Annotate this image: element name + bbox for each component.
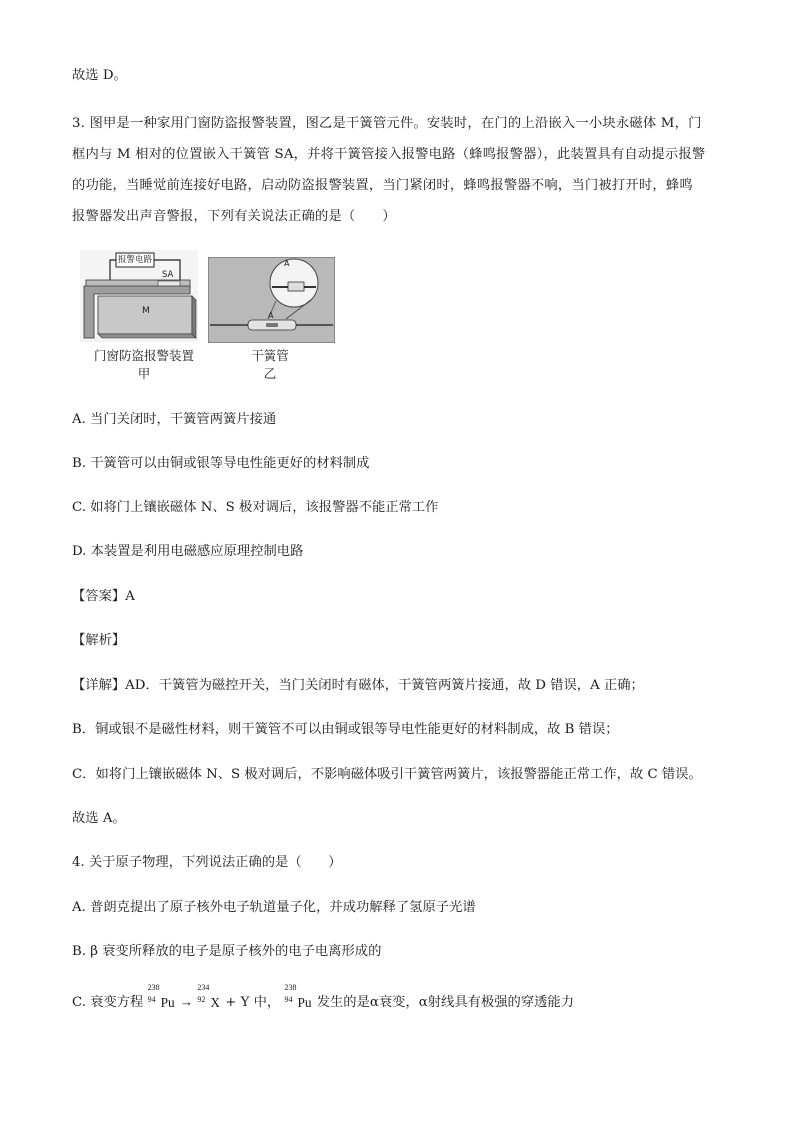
- detail-line-c: C．如将门上镶嵌磁体 N、S 极对调后，不影响磁体吸引干簧管两簧片，该报警器能正常工作，故 C 错误。: [72, 767, 702, 782]
- nuclide-charge-number: 92: [197, 994, 206, 1004]
- reaction-arrow: →: [179, 994, 194, 1009]
- question-3-stem-line: 报警器发出声音警报，下列有关说法正确的是（ ）: [72, 209, 396, 224]
- tube-label-a: A: [268, 311, 274, 320]
- alarm-circuit-label: 报警电路: [117, 255, 152, 265]
- reed-switch-figure: [208, 257, 335, 343]
- option-c-prefix: C. 衰变方程: [72, 995, 144, 1010]
- zoom-label-a: A: [284, 259, 290, 268]
- question-3-option-a: A. 当门关闭时，干簧管两簧片接通: [72, 412, 277, 427]
- option-c-suffix: 发生的是α衰变，α射线具有极强的穿透能力: [316, 995, 575, 1010]
- detail-line-b: B．铜或银不是磁性材料，则干簧管不可以由铜或银等导电性能更好的材料制成，故 B 错误；: [72, 722, 619, 737]
- figure-jia-title: 门窗防盗报警装置: [93, 348, 194, 363]
- previous-conclusion: 故选 D。: [72, 68, 127, 83]
- analysis-tag: 【解析】: [72, 633, 126, 648]
- question-4-option-c: [72, 982, 575, 1013]
- question-3-option-b: B. 干簧管可以由铜或银等导电性能更好的材料制成: [72, 456, 370, 471]
- question-3-stem-line: 3. 图甲是一种家用门窗防盗报警装置，图乙是干簧管元件。安装时，在门的上沿嵌入一小块永磁体 M，门: [72, 116, 702, 131]
- answer-line: [72, 587, 135, 607]
- nuclide-charge-number: 94: [147, 994, 156, 1004]
- magnet-m-label: M: [142, 306, 150, 316]
- nuclide-symbol: Pu: [160, 994, 175, 1010]
- question-4-option-b: B. β 衰变所释放的电子是原子核外的电子电离形成的: [72, 944, 382, 959]
- nuclide-charge-number: 94: [284, 994, 293, 1004]
- nuclide-symbol: Pu: [297, 994, 312, 1010]
- figure-jia-letter: 甲: [137, 366, 151, 381]
- answer-tag: 【答案】: [72, 589, 126, 604]
- nuclide-symbol: X: [210, 994, 220, 1010]
- question-3-stem: [72, 108, 724, 232]
- nuclide-pu-238-again: [284, 982, 312, 1013]
- question-3-option-c: C. 如将门上镶嵌磁体 N、S 极对调后，该报警器不能正常工作: [72, 500, 439, 515]
- nuclide-pu-238: [147, 982, 175, 1013]
- question-3-stem-line: 框内与 M 相对的位置嵌入干簧管 SA，并将干簧管接入报警电路（蜂鸣报警器），此装置具有自动提示报警: [72, 147, 706, 162]
- figure-yi-title: 干簧管: [251, 348, 289, 363]
- nuclide-mass-number: 238: [284, 982, 297, 992]
- answer-value: A: [125, 589, 135, 604]
- alarm-device-figure: [80, 250, 198, 342]
- sa-label: SA: [162, 270, 174, 280]
- nuclide-mass-number: 234: [197, 982, 210, 992]
- nuclide-mass-number: 238: [147, 982, 160, 992]
- figure-yi-letter: 乙: [263, 366, 277, 381]
- question-4-option-a: A. 普朗克提出了原子核外电子轨道量子化，并成功解释了氢原子光谱: [72, 900, 476, 915]
- question-3-conclusion: 故选 A。: [72, 811, 126, 826]
- nuclide-x-234: [197, 982, 220, 1013]
- figure-jia-caption: [80, 347, 208, 383]
- plus-y-text: + Y 中，: [225, 995, 281, 1010]
- question-3-stem-line: 的功能，当睡觉前连接好电路，启动防盗报警装置，当门紧闭时，蜂鸣报警器不响，当门被打开时，蜂鸣: [72, 178, 693, 193]
- figure-yi-caption: [230, 347, 310, 383]
- question-3-option-d: D. 本装置是利用电磁感应原理控制电路: [72, 544, 304, 559]
- reed-switch-photo: [208, 257, 335, 343]
- question-4-stem: 4. 关于原子物理，下列说法正确的是（ ）: [72, 855, 342, 870]
- detail-line-ad: 【详解】AD．干簧管为磁控开关，当门关闭时有磁体，干簧管两簧片接通，故 D 错误，A 正确；: [72, 678, 644, 693]
